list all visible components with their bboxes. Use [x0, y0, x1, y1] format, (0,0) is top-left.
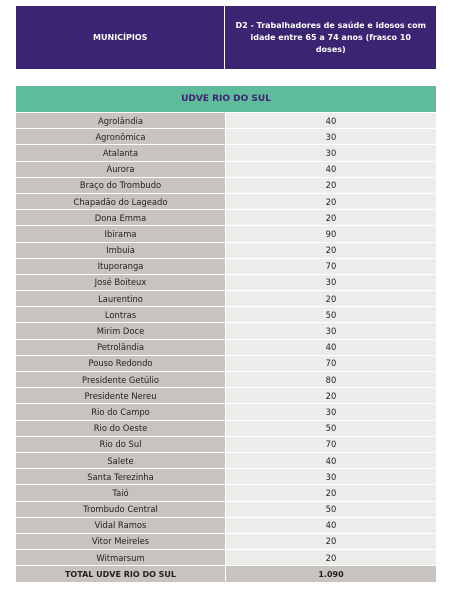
valor-cell: 20	[225, 550, 436, 566]
table-row	[16, 194, 436, 210]
municipio-cell: Imbuia	[16, 243, 225, 259]
valor-cell: 40	[225, 162, 436, 178]
total-row	[16, 566, 436, 583]
municipio-cell: Agrolândia	[16, 113, 225, 129]
valor-cell: 40	[225, 453, 436, 469]
valor-cell: 20	[225, 178, 436, 194]
municipio-cell: Presidente Getúlio	[16, 372, 225, 388]
valor-cell: 30	[225, 469, 436, 485]
municipio-cell: Rio do Campo	[16, 404, 225, 420]
table-row	[16, 356, 436, 372]
table-row	[16, 372, 436, 388]
total-value: 1.090	[225, 566, 436, 583]
valor-cell: 20	[225, 534, 436, 550]
table-row	[16, 453, 436, 469]
municipio-cell: Vidal Ramos	[16, 518, 225, 534]
valor-cell: 50	[225, 421, 436, 437]
valor-cell: 50	[225, 502, 436, 518]
table-row	[16, 243, 436, 259]
table-row	[16, 162, 436, 178]
table-row	[16, 113, 436, 129]
municipio-cell: Atalanta	[16, 145, 225, 161]
valor-cell: 20	[225, 291, 436, 307]
municipio-cell: Ibirama	[16, 226, 225, 242]
valor-cell: 70	[225, 259, 436, 275]
municipio-cell: Rio do Oeste	[16, 421, 225, 437]
table-row	[16, 437, 436, 453]
municipio-cell: Mirim Doce	[16, 323, 225, 339]
valor-cell: 30	[225, 129, 436, 145]
municipio-cell: Presidente Nereu	[16, 388, 225, 404]
table-row	[16, 404, 436, 420]
table-header	[16, 6, 436, 69]
municipio-cell: Taió	[16, 485, 225, 501]
valor-cell: 30	[225, 404, 436, 420]
total-label: TOTAL UDVE RIO DO SUL	[16, 566, 225, 583]
municipio-cell: Lontras	[16, 307, 225, 323]
valor-cell: 80	[225, 372, 436, 388]
valor-cell: 40	[225, 113, 436, 129]
header-d2: D2 - Trabalhadores de saúde e idosos com idade entre 65 a 74 anos (frasco 10 doses)	[225, 6, 436, 69]
municipio-cell: Rio do Sul	[16, 437, 225, 453]
municipio-cell: Agronômica	[16, 129, 225, 145]
table-row	[16, 226, 436, 242]
table-row	[16, 550, 436, 566]
valor-cell: 20	[225, 388, 436, 404]
header-municipios: MUNICÍPIOS	[16, 6, 224, 69]
table-row	[16, 307, 436, 323]
municipio-cell: Santa Terezinha	[16, 469, 225, 485]
valor-cell: 20	[225, 485, 436, 501]
valor-cell: 90	[225, 226, 436, 242]
table-row	[16, 275, 436, 291]
municipio-cell: Aurora	[16, 162, 225, 178]
valor-cell: 70	[225, 437, 436, 453]
valor-cell: 40	[225, 340, 436, 356]
table-row	[16, 145, 436, 161]
municipio-cell: Ituporanga	[16, 259, 225, 275]
table-row	[16, 129, 436, 145]
table-row	[16, 485, 436, 501]
valor-cell: 20	[225, 210, 436, 226]
valor-cell: 30	[225, 275, 436, 291]
valor-cell: 30	[225, 323, 436, 339]
municipio-cell: Salete	[16, 453, 225, 469]
table-row	[16, 518, 436, 534]
data-table	[16, 113, 436, 583]
valor-cell: 40	[225, 518, 436, 534]
municipio-cell: Trombudo Central	[16, 502, 225, 518]
valor-cell: 20	[225, 194, 436, 210]
table-row	[16, 210, 436, 226]
municipio-cell: Pouso Redondo	[16, 356, 225, 372]
municipio-cell: Dona Emma	[16, 210, 225, 226]
municipio-cell: Vitor Meireles	[16, 534, 225, 550]
valor-cell: 50	[225, 307, 436, 323]
table-row	[16, 421, 436, 437]
valor-cell: 30	[225, 145, 436, 161]
region-title: UDVE RIO DO SUL	[16, 86, 436, 112]
table-row	[16, 469, 436, 485]
municipio-cell: Chapadão do Lageado	[16, 194, 225, 210]
table-row	[16, 291, 436, 307]
table-row	[16, 340, 436, 356]
municipio-cell: Laurentino	[16, 291, 225, 307]
table-row	[16, 323, 436, 339]
municipio-cell: Petrolândia	[16, 340, 225, 356]
municipio-cell: Braço do Trombudo	[16, 178, 225, 194]
table-row	[16, 534, 436, 550]
table-row	[16, 178, 436, 194]
table-row	[16, 388, 436, 404]
municipio-cell: Witmarsum	[16, 550, 225, 566]
table-row	[16, 259, 436, 275]
valor-cell: 20	[225, 243, 436, 259]
table-row	[16, 502, 436, 518]
valor-cell: 70	[225, 356, 436, 372]
municipio-cell: José Boiteux	[16, 275, 225, 291]
